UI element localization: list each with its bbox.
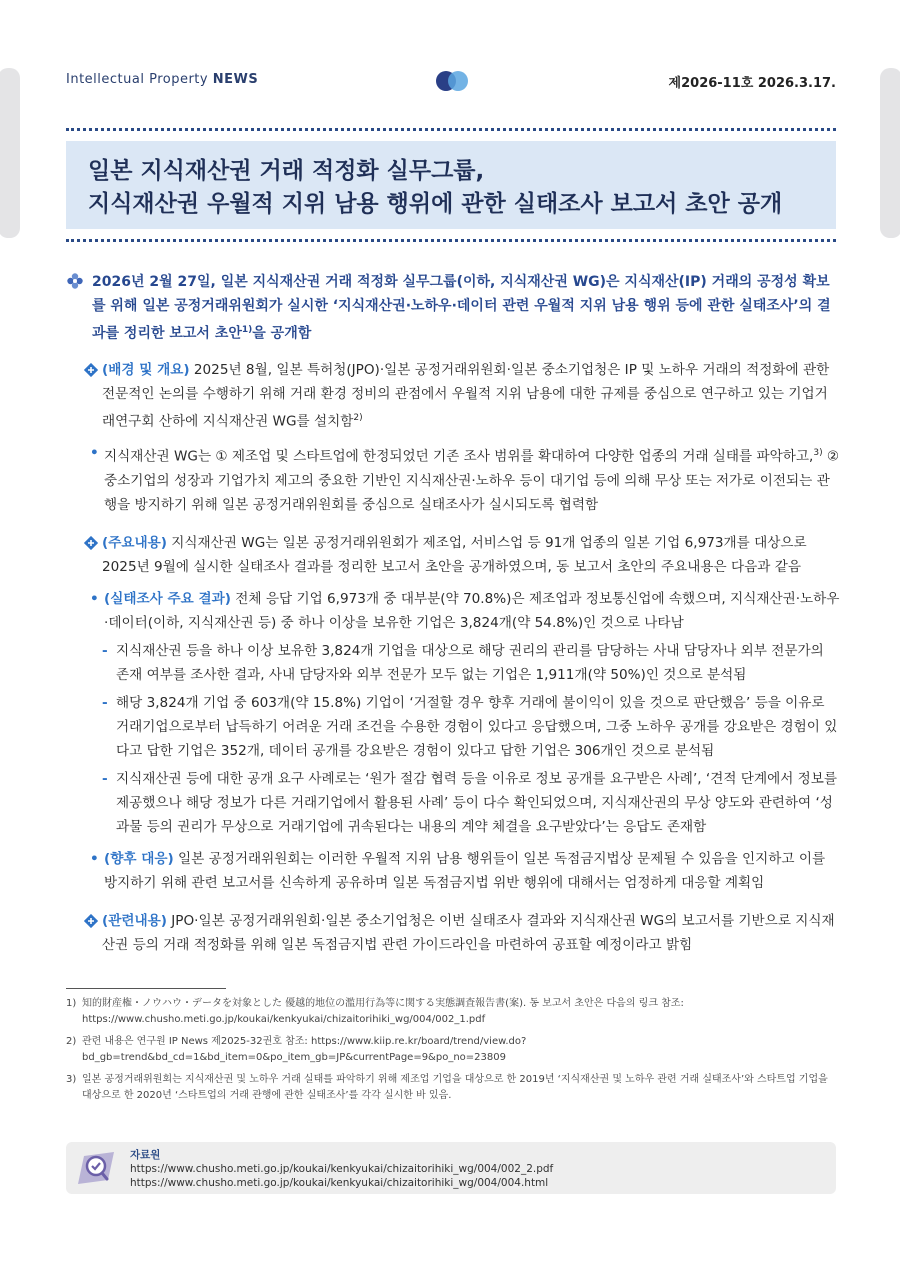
footnote-text[interactable]: 知的財産権・ノウハウ・データを対象とした 優越的地位の濫用行為等に関する実態調査報告書(案). 동 보고서 초안은 다음의 링크 참조: https://www.chusho.meti.go.jp/koukai/kenkyukai/chizaitorihiki_wg/004/002_1.pdf [82,998,684,1025]
footnote-number: 1) [66,998,77,1009]
related-section [66,909,840,957]
dash-bullet-icon: - [102,694,108,711]
article-body [66,270,840,957]
footnotes [66,996,840,1110]
results-item-text: 지식재산권 등에 대한 공개 요구 사례로는 ‘원가 절감 협력 등을 이유로 정보 공개를 요구받은 사례’, ‘견적 단계에서 정보를 제공했으나 해당 정보가 다른 거래기업에서 활용된 사례’ 등이 다수 확인되었으며, 지식재산권의 무상 양도와 관련하여 ‘성과물 등의 권리가 무상으로 거래기업에 귀속된다는 내용의 계약 체결을 요구받았다’는 응답도 존재함 [116,770,838,835]
background-label: (배경 및 개요) [102,361,190,378]
left-side-tab [0,68,20,238]
main-text: 지식재산권 WG는 일본 공정거래위원회가 제조업, 서비스업 등 91개 업종의 일본 기업 6,973개를 대상으로 2025년 9월에 실시한 실태조사 결과를 정리한 보고서 초안을 공개하였으며, 동 보고서 초안의 주요내용은 다음과 같음 [102,534,807,575]
dot-bullet-icon: • [90,445,99,462]
footnote [66,1072,840,1104]
dash-bullet-icon: - [102,770,108,787]
future-label: (향후 대응) [104,850,174,867]
footnote [66,996,840,1028]
flower-bullet-icon [66,272,84,290]
results-text: 전체 응답 기업 6,973개 중 대부분(약 70.8%)은 제조업과 정보통신업에 속했으며, 지식재산권·노하우·데이터(이하, 지식재산권 등) 중 하나 이상을 보유한 기업은 3,824개(약 54.8%)인 것으로 나타남 [104,590,840,631]
footnote-ref-2[interactable]: 2) [353,412,363,423]
related-text: JPO·일본 공정거래위원회·일본 중소기업청은 이번 실태조사 결과와 지식재산권 WG의 보고서를 기반으로 지식재산권 등의 거래 적정화를 위해 일본 독점금지법 관련 가이드라인을 마련하여 공표할 예정이라고 밝힘 [102,912,835,953]
main-label: (주요내용) [102,534,167,551]
dash-bullet-icon: - [102,642,108,659]
background-section [66,358,840,434]
magnifier-check-icon [74,1148,118,1188]
lead-tail: 을 공개함 [252,325,312,342]
results-item-text: 해당 3,824개 기업 중 603개(약 15.8%) 기업이 ‘거절할 경우 향후 거래에 불이익이 있을 것으로 판단했음’ 등을 이유로 거래기업으로부터 납득하기 어려운 거래 조건을 수용한 경험이 있다고 응답했으며, 그중 노하우 공개를 강요받은 경험이 있다고 답한 기업은 352개, 데이터 공개를 강요받은 경험이 있다고 답한 기업은 306개인 것으로 분석됨 [116,694,838,759]
title-box [66,128,836,242]
brand-news: NEWS [212,72,259,87]
results-item [66,639,840,687]
diamond-bullet-icon [84,914,98,928]
lead-text: 2026년 2월 27일, 일본 지식재산권 거래 적정화 실무그룹(이하, 지식재산권 WG)은 지식재산(IP) 거래의 공정성 확보를 위해 일본 공정거래위원회가 실시한 ‘지식재산권·노하우·데이터 관련 우월적 지위 남용 행위 등에 관한 실태조사’의 결과를 정리한 보고서 초안 [92,274,831,342]
brand-logo-text [66,72,258,87]
source-box [66,1142,836,1194]
title-line-1: 일본 지식재산권 거래 적정화 실무그룹, [88,158,485,184]
footnote-text: 일본 공정거래위원회는 지식재산권 및 노하우 거래 실태를 파악하기 위해 제조업 기업을 대상으로 한 2019년 ‘지식재산권 및 노하우 관련 거래 실태조사’와 스타트업 기업을 대상으로 한 2020년 ‘스타트업의 거래 관행에 관한 실태조사’를 각각 실시한 바 있음. [82,1074,828,1101]
future-bullet [66,847,840,895]
footnote-ref-1[interactable]: 1) [241,325,253,335]
source-label: 자료원 [130,1149,161,1161]
results-bullet [66,587,840,635]
footnote-number: 3) [66,1074,77,1085]
footnote-number: 2) [66,1036,77,1047]
source-link[interactable]: https://www.chusho.meti.go.jp/koukai/kenkyukai/chizaitorihiki_wg/004/002_2.pdf [130,1163,554,1175]
results-item [66,767,840,839]
dot-bullet-icon: • [90,590,99,607]
background-bullet-text-a: 지식재산권 WG는 ① 제조업 및 스타트업에 한정되었던 기존 조사 범위를 확대하여 다양한 업종의 거래 실태를 파악하고, [104,448,814,465]
issue-number: 제2026-11호 2026.3.17. [668,76,836,91]
diamond-bullet-icon [84,363,98,377]
main-section [66,531,840,579]
lead-paragraph [66,270,840,346]
footnote-ref-3[interactable]: 3) [813,448,823,459]
footnote-divider [66,988,226,989]
results-label: (실태조사 주요 결과) [104,590,231,607]
title-line-2: 지식재산권 우월적 지위 남용 행위에 관한 실태조사 보고서 초안 공개 [88,191,783,217]
future-text: 일본 공정거래위원회는 이러한 우월적 지위 남용 행위들이 일본 독점금지법상 문제될 수 있음을 인지하고 이를 방지하기 위해 관련 보고서를 신속하게 공유하며 일본 독점금지법 위반 행위에 대해서는 엄정하게 대응할 계획임 [104,850,826,891]
background-bullet [66,441,840,517]
background-text: 2025년 8월, 일본 특허청(JPO)·일본 공정거래위원회·일본 중소기업청은 IP 및 노하우 거래의 적정화에 관한 전문적인 논의를 수행하기 위해 거래 환경 정비의 관점에서 우월적 지위 남용에 대한 규제를 중심으로 연구하고 있는 기업거래연구회 산하에 지식재산권 WG를 설치함 [102,361,830,430]
right-side-tab [880,68,900,238]
results-item-text: 지식재산권 등을 하나 이상 보유한 3,824개 기업을 대상으로 해당 권리의 관리를 담당하는 사내 담당자나 외부 전문가의 존재 여부를 조사한 결과, 사내 담당자와 외부 전문가 모두 없는 기업은 1,911개(약 50%)인 것으로 분석됨 [116,642,824,683]
footnote [66,1034,840,1066]
dot-bullet-icon: • [90,850,99,867]
related-label: (관련내용) [102,912,167,929]
footnote-text[interactable]: 관련 내용은 연구원 IP News 제2025-32권호 참조: https://www.kiip.re.kr/board/trend/view.do?bd_gb=trend&bd_cd=1&bd_item=0&po_item_gb=JP&currentPage=9&po_no=23809 [82,1036,527,1063]
circles-logo-icon [434,70,470,92]
page-header [66,70,836,92]
diamond-bullet-icon [84,536,98,550]
source-link[interactable]: https://www.chusho.meti.go.jp/koukai/kenkyukai/chizaitorihiki_wg/004/004.html [130,1177,549,1189]
background-bullet-text-b: ② 중소기업의 성장과 기업가치 제고의 중요한 기반인 지식재산권·노하우 등이 대기업 등에 의해 무상 또는 저가로 이전되는 관행을 방지하기 위해 일본 공정거래위원회를 중심으로 실태조사가 실시되도록 협력함 [104,448,840,513]
results-item [66,691,840,763]
brand-prefix: Intellectual Property [66,72,213,87]
